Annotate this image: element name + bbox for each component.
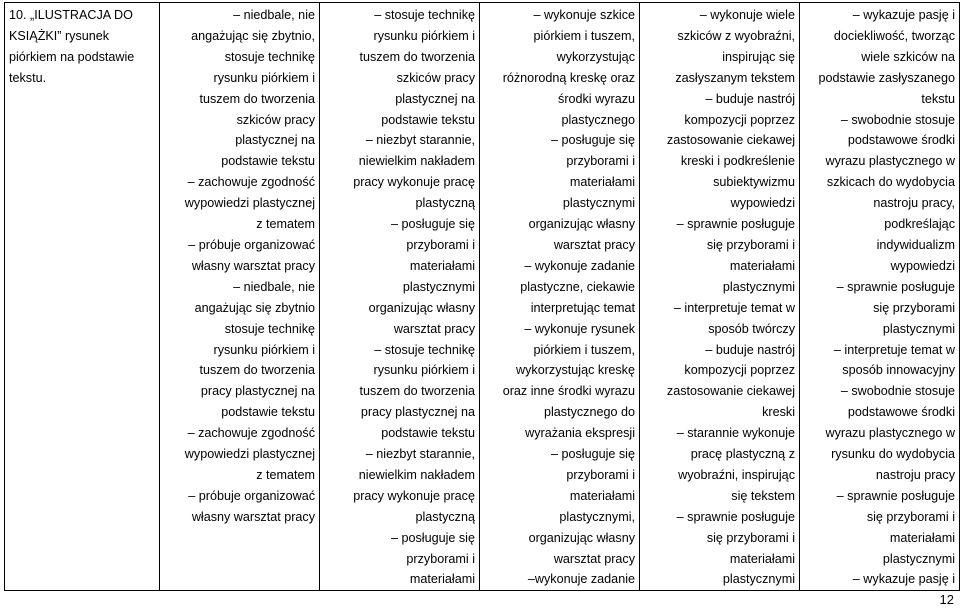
cell-text-line: podstawie tekstu: [381, 112, 475, 127]
cell-text-line: wypowiedzi: [730, 196, 795, 211]
cell-text-line: – posługuje się: [390, 217, 475, 232]
cell-text-line: tuszem do tworzenia: [199, 363, 315, 378]
cell-text-line: kreski: [762, 405, 795, 420]
cell-text-line: pracę plastyczną z: [690, 447, 795, 462]
cell-text-line: wiele szkiców na: [861, 49, 955, 64]
cell-text-line: – sprawnie posługuje: [676, 509, 795, 524]
cell-text-line: plastycznymi: [722, 572, 795, 587]
cell-text-line: organizując własny: [528, 217, 635, 232]
cell-text-line: rysunku piórkiem i: [373, 363, 475, 378]
cell-text-line: szkiców pracy: [236, 112, 315, 127]
cell-text-line: plastycznymi,: [559, 509, 635, 524]
cell-text-line: – interpretuje temat w: [833, 342, 955, 357]
cell-text-line: zastosowanie ciekawej: [666, 384, 795, 399]
cell-text-line: wyrazu plastycznego w: [825, 154, 955, 169]
cell-text-line: niewielkim nakładem: [358, 467, 475, 482]
cell-text-line: plastycznymi: [402, 279, 475, 294]
cell-text-line: wypowiedzi: [890, 258, 955, 273]
cell-text-line: interpretując temat: [530, 300, 635, 315]
cell-text-line: angażując się zbytnio: [194, 300, 315, 315]
cell-text-line: wypowiedzi plastycznej: [184, 447, 315, 462]
cell-text-line: – sprawnie posługuje: [836, 279, 955, 294]
cell-text-line: podstawowe środki: [847, 405, 955, 420]
cell-text-line: wyrazu plastycznego w: [825, 426, 955, 441]
cell-text-line: rysunku piórkiem i: [213, 70, 315, 85]
cell-text-line: – posługuje się: [550, 133, 635, 148]
cell-text-line: rysunku do wydobycia: [831, 447, 955, 462]
cell-text-line: pracy plastycznej na: [360, 405, 475, 420]
cell-text-line: – wykonuje szkice: [533, 8, 635, 22]
cell-text-line: plastycznymi: [722, 279, 795, 294]
cell-text-line: kompozycji poprzez: [684, 363, 795, 378]
cell-text-line: różnorodną kreskę oraz: [502, 70, 635, 85]
cell-text-line: podstawie tekstu: [221, 154, 315, 169]
cell-text-line: – niezbyt starannie,: [365, 447, 475, 462]
cell-text-line: – wykazuje pasję i: [852, 8, 955, 22]
cell-text-line: stosuje technikę: [224, 49, 315, 64]
cell-text-line: – sprawnie posługuje: [676, 217, 795, 232]
cell-text-line: sposób twórczy: [708, 321, 795, 336]
cell-text-line: materiałami: [729, 551, 795, 566]
cell-text-line: pracy wykonuje pracę: [353, 175, 475, 190]
cell-text-line: się przyborami i: [706, 530, 795, 545]
cell-text-line: rysunku piórkiem i: [373, 28, 475, 43]
cell-text-line: – sprawnie posługuje: [836, 488, 955, 503]
cell-text-line: plastycznymi: [882, 551, 955, 566]
cell-text-line: podstawie tekstu: [381, 426, 475, 441]
cell-text-line: się tekstem: [731, 488, 795, 503]
cell-text-line: piórkiem i tuszem,: [533, 342, 635, 357]
cell-text-line: – buduje nastrój: [705, 91, 795, 106]
cell-text-line: organizując własny: [528, 530, 635, 545]
cell-text-line: szkicach do wydobycia: [826, 175, 955, 190]
grading-criteria-table: [4, 2, 960, 591]
cell-text-line: podkreślając: [884, 217, 955, 232]
cell-text-line: – próbuje organizować: [188, 237, 315, 252]
cell-text-line: tuszem do tworzenia: [359, 49, 475, 64]
cell-text-line: angażując się zbytnio,: [191, 28, 315, 43]
cell-text-line: sposób innowacyjny: [842, 363, 955, 378]
cell-text-line: piórkiem na podstawie: [9, 49, 135, 64]
cell-text-line: tekstu: [921, 91, 955, 106]
cell-text-line: indywidualizm: [876, 237, 955, 252]
cell-text-line: własny warsztat pracy: [191, 509, 315, 524]
cell-text-line: przyborami i: [406, 551, 475, 566]
cell-text-line: inspirując się: [722, 49, 795, 64]
grade-satisfactory-cell: [320, 3, 480, 591]
cell-text-line: – posługuje się: [550, 447, 635, 462]
cell-text-line: niewielkim nakładem: [358, 154, 475, 169]
cell-text-line: materiałami: [569, 488, 635, 503]
cell-text-line: materiałami: [409, 258, 475, 273]
grade-good-cell: [480, 3, 640, 591]
cell-text-line: plastycznej na: [235, 133, 315, 148]
cell-text-line: przyborami i: [406, 237, 475, 252]
cell-text-line: wykorzystując: [556, 49, 635, 64]
cell-text-line: wypowiedzi plastycznej: [184, 196, 315, 211]
cell-text-line: wyobraźni, inspirując: [678, 467, 795, 482]
cell-text-line: zasłyszanym tekstem: [675, 70, 795, 85]
cell-text-line: plastyczne, ciekawie: [520, 279, 635, 294]
cell-text-line: plastycznego do: [543, 405, 635, 420]
cell-text-line: tuszem do tworzenia: [359, 384, 475, 399]
cell-text-line: – starannie wykonuje: [676, 426, 795, 441]
cell-text-line: – niedbale, nie: [233, 279, 315, 294]
cell-text-line: podstawie tekstu: [221, 405, 315, 420]
cell-text-line: nastroju pracy: [875, 467, 955, 482]
cell-text-line: organizując własny: [368, 300, 475, 315]
cell-text-line: wyrażania ekspresji: [525, 426, 635, 441]
cell-text-line: środki wyrazu: [558, 91, 635, 106]
cell-text-line: plastycznego: [561, 112, 635, 127]
cell-text-line: – zachowuje zgodność: [187, 175, 315, 190]
cell-text-line: oraz inne środki wyrazu: [502, 384, 635, 399]
cell-text-line: 10. „ILUSTRACJA DO: [9, 8, 133, 22]
cell-text-line: szkiców pracy: [396, 70, 475, 85]
cell-text-line: dociekliwość, tworząc: [833, 28, 955, 43]
cell-text-line: materiałami: [889, 530, 955, 545]
cell-text-line: plastycznej na: [395, 91, 475, 106]
cell-text-line: plastyczną: [415, 509, 475, 524]
cell-text-line: kompozycji poprzez: [684, 112, 795, 127]
cell-text-line: stosuje technikę: [224, 321, 315, 336]
cell-text-line: – stosuje technikę: [374, 8, 475, 22]
cell-text-line: warsztat pracy: [553, 237, 635, 252]
cell-text-line: – próbuje organizować: [188, 488, 315, 503]
cell-text-line: pracy wykonuje pracę: [353, 488, 475, 503]
cell-text-line: – stosuje technikę: [374, 342, 475, 357]
page-number: 12: [939, 592, 954, 607]
cell-text-line: – niedbale, nie: [233, 8, 315, 22]
cell-text-line: przyborami i: [566, 154, 635, 169]
cell-text-line: warsztat pracy: [553, 551, 635, 566]
cell-text-line: – wykonuje wiele: [699, 8, 795, 22]
cell-text-line: – swobodnie stosuje: [840, 112, 955, 127]
cell-text-line: plastycznymi: [562, 196, 635, 211]
cell-text-line: szkiców z wyobraźni,: [677, 28, 795, 43]
cell-text-line: – niezbyt starannie,: [365, 133, 475, 148]
grade-very-good-cell: [640, 3, 800, 591]
cell-text-line: materiałami: [409, 572, 475, 587]
cell-text-line: podstawie zasłyszanego: [818, 70, 955, 85]
criterion-title-cell: [5, 3, 160, 591]
cell-text-line: – swobodnie stosuje: [840, 384, 955, 399]
cell-text-line: własny warsztat pracy: [191, 258, 315, 273]
cell-text-line: tekstu.: [9, 70, 47, 85]
cell-text-line: z tematem: [256, 467, 315, 482]
cell-text-line: piórkiem i tuszem,: [533, 28, 635, 43]
cell-text-line: się przyborami: [873, 300, 955, 315]
cell-text-line: materiałami: [569, 175, 635, 190]
cell-text-line: – interpretuje temat w: [673, 300, 795, 315]
cell-text-line: wykorzystując kreskę: [516, 363, 635, 378]
cell-text-line: – wykonuje zadanie: [524, 258, 635, 273]
cell-text-line: podstawowe środki: [847, 133, 955, 148]
grade-excellent-cell: [800, 3, 960, 591]
cell-text-line: subiektywizmu: [713, 175, 795, 190]
cell-text-line: – posługuje się: [390, 530, 475, 545]
cell-text-line: KSIĄŻKI” rysunek: [9, 28, 110, 43]
cell-text-line: kreski i podkreślenie: [680, 154, 795, 169]
cell-text-line: nastroju pracy,: [873, 196, 955, 211]
cell-text-line: materiałami: [729, 258, 795, 273]
cell-text-line: przyborami i: [566, 467, 635, 482]
cell-text-line: – zachowuje zgodność: [187, 426, 315, 441]
cell-text-line: się przyborami i: [706, 237, 795, 252]
cell-text-line: – buduje nastrój: [705, 342, 795, 357]
cell-text-line: plastyczną: [415, 196, 475, 211]
cell-text-line: rysunku piórkiem i: [213, 342, 315, 357]
cell-text-line: pracy plastycznej na: [200, 384, 315, 399]
cell-text-line: z tematem: [256, 217, 315, 232]
cell-text-line: – wykazuje pasję i: [852, 572, 955, 587]
table-row: [5, 3, 960, 591]
cell-text-line: tuszem do tworzenia: [199, 91, 315, 106]
cell-text-line: warsztat pracy: [393, 321, 475, 336]
grade-sufficient-cell: [160, 3, 320, 591]
cell-text-line: się przyborami i: [866, 509, 955, 524]
cell-text-line: zastosowanie ciekawej: [666, 133, 795, 148]
cell-text-line: – wykonuje rysunek: [524, 321, 635, 336]
cell-text-line: plastycznymi: [882, 321, 955, 336]
cell-text-line: –wykonuje zadanie: [527, 572, 635, 587]
